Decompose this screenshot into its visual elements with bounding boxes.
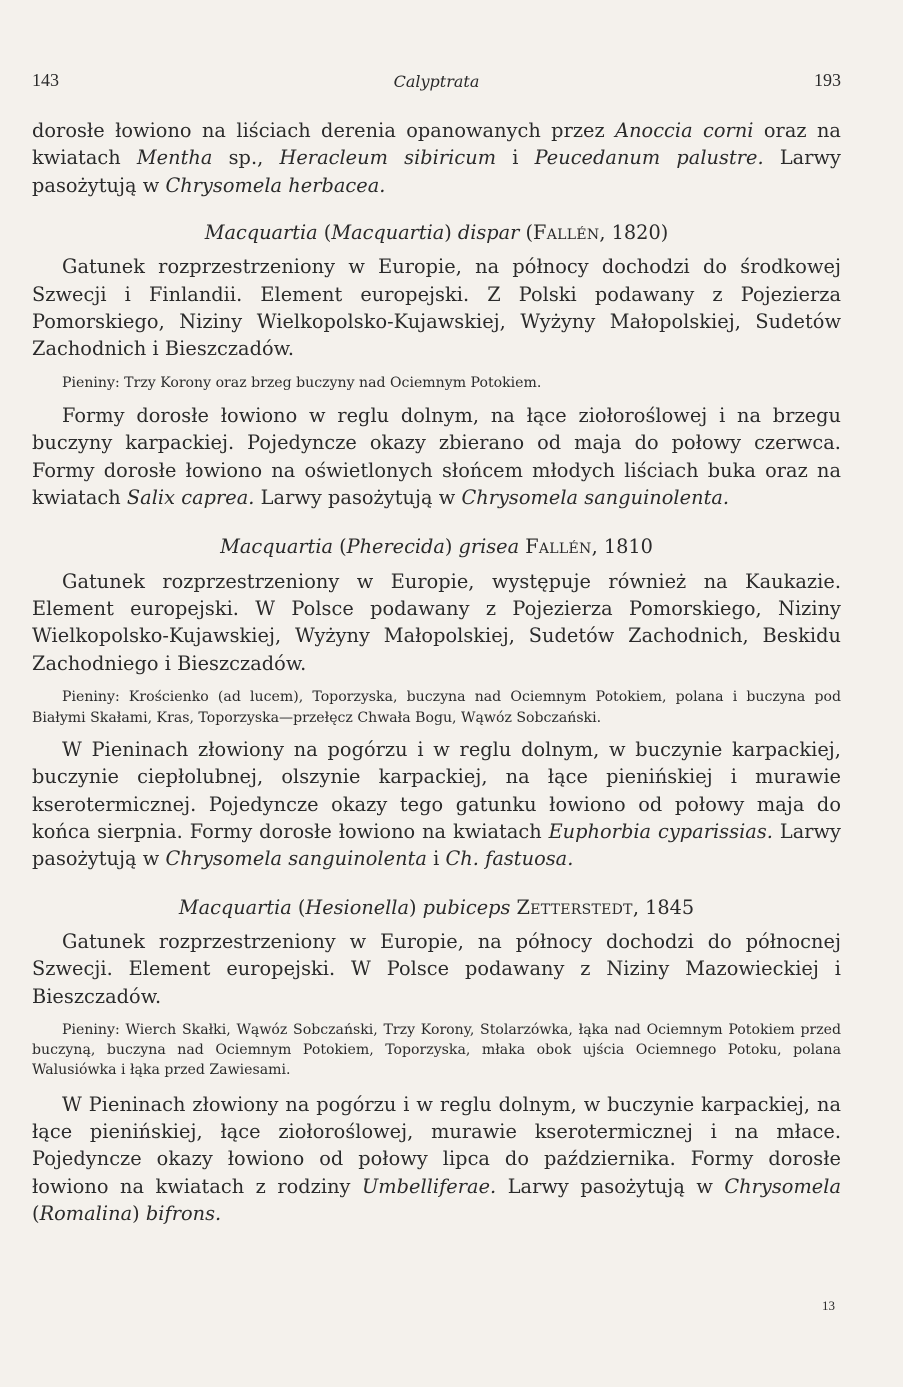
distribution-paragraph: Gatunek rozprzestrzeniony w Europie, występuje również na Kaukazie. Element europejski. W Polsce podawany z Pojezierza Pomorskiego, Niziny Wielkopolsko-Kujawskiej, Wyżyny Małopolskiej, Sudetów Zachodnich, Beskidu Zachodniego i Bieszczadów.: [32, 569, 841, 675]
author-year: , 1820): [599, 221, 669, 245]
running-header: [32, 70, 841, 100]
species-epithet: pubiceps: [422, 895, 511, 919]
locality-list: Pieniny: Trzy Korony oraz brzeg buczyny nad Ociemnym Potokiem.: [62, 374, 542, 391]
page-number-right: 193: [814, 70, 841, 90]
author-name: Zetterstedt: [516, 895, 633, 919]
distribution-paragraph: Gatunek rozprzestrzeniony w Europie, na północy dochodzi do środkowej Szwecji i Finlandii. Element europejski. Z Polski podawany z Pojezierza Pomorskiego, Niziny Wielkopolsko-Kujawskiej, Wyżyny Małopolskiej, Sudetów Zachodnich i Bieszczadów.: [32, 255, 841, 361]
text-run: (: [32, 1202, 40, 1226]
species-heading: Macquartia (Hesionella) pubiceps Zetterstedt, 1845: [178, 895, 695, 919]
paragraph-continuation: [32, 117, 841, 199]
taxon-name: Romalina: [39, 1202, 133, 1226]
page-number-left: 143: [32, 70, 59, 90]
text-run: Larwy pasożytują w: [32, 146, 841, 197]
subgenus-name: Macquartia: [331, 221, 445, 245]
species-epithet: dispar: [457, 221, 520, 245]
ecology-paragraph: [32, 402, 841, 512]
subgenus-name: Pherecida: [346, 534, 445, 558]
author-name: Fallén: [525, 534, 592, 558]
species-epithet: grisea: [458, 534, 520, 558]
ecology-paragraph: [32, 1091, 841, 1228]
author-name: Fallén: [533, 221, 600, 245]
distribution-paragraph: Gatunek rozprzestrzeniony w Europie, na północy dochodzi do północnej Szwecji. Element europejski. W Polsce podawany z Niziny Mazowieckiej i Bieszczadów.: [32, 929, 841, 1008]
text-run: ): [132, 1202, 146, 1226]
taxon-name: Euphorbia cyparissias.: [548, 819, 773, 843]
author-year: , 1810: [591, 534, 653, 558]
text-run: oraz na kwiatach: [32, 119, 841, 170]
text-run: dorosłe łowiono na liściach derenia opanowanych przez: [32, 119, 616, 142]
genus-name: Macquartia: [220, 534, 333, 558]
text-run: i: [426, 847, 446, 871]
taxon-name: Peucedanum palustre.: [534, 146, 764, 170]
text-run: W Pieninach złowiony na pogórzu i w reglu dolnym, w buczynie karpackiej, buczynie ciepłolubnej, olszynie karpackiej, na łące pienińskiej i murawie kserotermicznej. Pojedyncze okazy tego gatunku łowiono od połowy maja do końca sierpnia. Formy dorosłe łowiono na kwiatach: [32, 737, 841, 843]
taxon-name: Mentha: [136, 146, 213, 170]
text-run: Larwy pasożytują w: [254, 486, 462, 510]
taxon-name: Chrysomela sanguinolenta: [165, 847, 427, 871]
ecology-paragraph: [32, 736, 841, 873]
text-run: Formy dorosłe łowiono w reglu dolnym, na łące ziołoroślowej i na brzegu buczyny karpackiej. Pojedyncze okazy zbierano od maja do połowy czerwca. Formy dorosłe łowiono na oświetlonych słońcem młodych liściach buka oraz na kwiatach: [32, 404, 841, 510]
text-run: W Pieninach złowiony na pogórzu i w reglu dolnym, w buczynie karpackiej, na łące pienińskiej, łące ziołoroślowej, murawie kserotermicznej i na młace. Pojedyncze okazy łowiono od połowy lipca do października. Formy dorosłe łowiono na kwiatach z rodziny: [32, 1092, 841, 1198]
taxon-name: Ch. fastuosa.: [445, 847, 574, 871]
taxon-name: Umbelliferae.: [361, 1174, 497, 1198]
taxon-name: Heracleum sibiricum: [279, 146, 497, 170]
sheet-number: 13: [822, 1298, 835, 1313]
taxon-name: bifrons.: [145, 1202, 222, 1226]
locality-list: Pieniny: Wierch Skałki, Wąwóz Sobczański, Trzy Korony, Stolarzówka, łąka nad Ociemnym Potokiem przed buczyną, buczyna nad Ociemnym Potokiem, Toporzyska, młaka obok ujścia Ociemnego Potoku, polana Walusiówka i łąka przed Zawiesami.: [32, 1021, 841, 1079]
taxon-name: Chrysomela herbacea.: [165, 173, 386, 197]
subgenus-name: Hesionella: [305, 895, 409, 919]
species-heading: Macquartia (Pherecida) grisea Fallén, 1810: [220, 534, 653, 558]
species-heading: Macquartia (Macquartia) dispar (Fallén, 1820): [204, 221, 669, 245]
text-run: Larwy pasożytują w: [32, 819, 842, 871]
page-body: [32, 117, 841, 1228]
taxon-name: Salix caprea.: [126, 486, 255, 510]
genus-name: Macquartia: [204, 221, 318, 245]
text-run: Larwy pasożytują w: [496, 1174, 725, 1198]
taxon-name: Chrysomela: [724, 1174, 841, 1198]
author-year: , 1845: [632, 895, 695, 919]
text-run: i: [496, 146, 535, 170]
text-run: sp.,: [212, 146, 280, 170]
genus-name: Macquartia: [178, 895, 292, 919]
taxon-name: Anoccia corni: [615, 119, 754, 142]
taxon-name: Chrysomela sanguinolenta.: [461, 486, 730, 510]
running-title: Calyptrata: [393, 72, 480, 91]
locality-list: Pieniny: Krościenko (ad lucem), Toporzyska, buczyna nad Ociemnym Potokiem, polana i buczyna pod Białymi Skałami, Kras, Toporzyska—przełęcz Chwała Bogu, Wąwóz Sobczański.: [32, 689, 841, 726]
